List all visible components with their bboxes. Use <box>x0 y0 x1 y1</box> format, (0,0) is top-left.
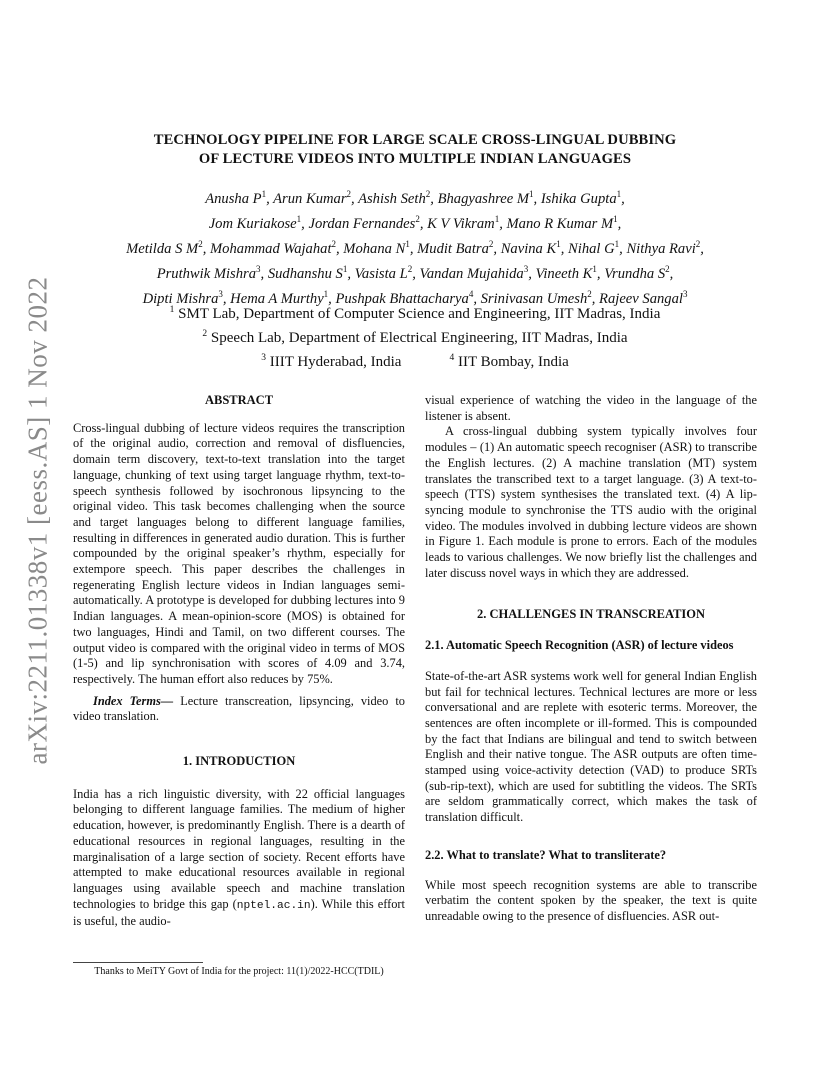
author-affiliation-number: 4 <box>468 289 474 300</box>
author-affiliation-number: 3 <box>256 264 261 275</box>
author-name: Mohammad Wajahat <box>210 240 332 257</box>
author-name: Vasista L <box>354 266 408 283</box>
affiliation-2-text: Speech Lab, Department of Electrical Engineering, IIT Madras, India <box>210 330 628 346</box>
author-name: Navina K <box>500 240 557 257</box>
author-name: K V Vikram <box>427 215 495 232</box>
author-name: Ashish Seth <box>358 190 426 207</box>
title-line-1: TECHNOLOGY PIPELINE FOR LARGE SCALE CROSS-LINGUAL DUBBING <box>153 132 677 148</box>
author-name: Vandan Mujahida <box>419 266 524 283</box>
author-name: Rajeev Sangal <box>599 291 683 308</box>
introduction-heading: 1. INTRODUCTION <box>182 754 296 769</box>
affiliation-4-text: IIT Bombay, India <box>457 354 569 370</box>
author-name: Vrundha S <box>604 266 666 283</box>
author-affiliation-number: 2 <box>488 239 494 250</box>
author-affiliation-number: 1 <box>614 239 620 250</box>
introduction-paragraph <box>73 787 405 930</box>
author-name: Pruthwik Mishra <box>156 266 257 283</box>
affiliation-3 <box>261 348 401 372</box>
author-name: Arun Kumar <box>273 190 347 207</box>
author-name: Mano R Kumar M <box>506 215 614 232</box>
author-name: Sudhanshu S <box>267 266 343 283</box>
affiliations <box>70 300 760 372</box>
abstract-heading: ABSTRACT <box>204 393 274 407</box>
author-name: Dipti Mishra <box>142 291 219 308</box>
author-name: Nithya Ravi <box>626 240 696 257</box>
author-affiliation-number: 1 <box>592 264 597 275</box>
author-name: Ishika Gupta <box>540 190 617 207</box>
author-affiliation-number: 1 <box>405 239 410 250</box>
author-affiliation-number: 2 <box>415 214 420 225</box>
subsection-2-1-text: State-of-the-art ASR systems work well for general Indian English but fail for technical lectures. Technical lectures are more or less conversational and are replete with esoteric terms. Moreover, the sentences are often incomplete or ill-formed. This is compounded by the fact that Indians are bilingual and tend to switch between English and their native tongue. The ASR outputs are often time-stamped using voice-activity detection (VAD) to produce SRTs (sub-rip-text), which are used for subtitling the videos. The SRTs are seldom grammatically correct, which makes the task of translation difficult. <box>425 668 757 825</box>
author-affiliation-number: 2 <box>425 189 431 199</box>
section-2-heading: 2. CHALLENGES IN TRANSCREATION <box>476 607 706 622</box>
author-name: Srinivasan Umesh <box>480 291 588 308</box>
author-affiliation-number: 1 <box>342 264 348 275</box>
affiliation-2-number: 2 <box>202 329 208 339</box>
author-affiliation-number: 1 <box>613 214 618 225</box>
author-affiliation-number: 1 <box>494 214 500 225</box>
subsection-2-1-heading: 2.1. Automatic Speech Recognition (ASR) of lecture videos <box>425 638 734 653</box>
author-name: Metilda S M <box>126 240 199 257</box>
index-terms-text: Lecture transcreation, lipsyncing, video to video translation. <box>73 693 405 724</box>
affiliation-1-number: 1 <box>169 305 175 315</box>
author-list <box>70 184 760 309</box>
author-affiliation-number: 2 <box>695 239 701 250</box>
author-name: Mudit Batra <box>417 240 489 257</box>
author-name: Jom Kuriakose <box>208 215 297 232</box>
subsection-2-2-heading: 2.2. What to translate? What to transliterate? <box>425 847 667 862</box>
author-affiliation-number: 3 <box>682 289 688 300</box>
author-name: Jordan Fernandes <box>308 215 416 232</box>
author-line: Dipti Mishra$^3$, Hema A Murthy$^1$, Pushpak Bhattacharya$^4$, Srinivasan Umesh$^2$, Rajeev Sangal$^3$ <box>142 289 688 308</box>
author-name: Hema A Murthy <box>230 291 324 308</box>
left-column <box>73 393 405 930</box>
author-affiliation-number: 1 <box>296 214 302 225</box>
intro-text-1: India has a rich linguistic diversity, with 22 official languages belonging to different language families. The medium of higher education, however, is predominantly English. There is a dearth of educational resources in regional languages, resulting in the marginalisation of a large section of society. Recent efforts have attempted to make educational resources available in regional languages using available speech and machine translation technologies to bridge this gap ( <box>73 786 405 911</box>
author-affiliation-number: 1 <box>323 289 329 300</box>
author-affiliation-number: 3 <box>523 264 529 275</box>
author-line: Anusha $P^1$, Arun Kumar$^2$, Ashish Seth$^2$, Bhagyashree $M^1$, Ishika Gupta$^1$, <box>205 189 625 207</box>
arxiv-id-text: arXiv:2211.01338v1 [eess.AS] 1 Nov 2022 <box>22 276 53 764</box>
author-affiliation-number: 2 <box>198 239 203 250</box>
footnote: Thanks to MeiTY Govt of India for the project: 11(1)/2022-HCC(TDIL) <box>94 966 384 977</box>
author-affiliation-number: 3 <box>218 289 223 300</box>
affiliation-1 <box>70 300 760 324</box>
title-line-2: OF LECTURE VIDEOS INTO MULTIPLE INDIAN LANGUAGES <box>198 151 632 167</box>
intro-continued: visual experience of watching the video in the language of the listener is absent. <box>425 393 757 423</box>
author-affiliation-number: 1 <box>261 189 267 199</box>
author-line: Pruthwik Mishra$^3$, Sudhanshu $S^1$, Vasista $L^2$, Vandan Mujahida$^3$, Vineeth $K^1$, Vrundha $S^2$, <box>156 264 674 283</box>
author-name: Anusha P <box>205 190 262 207</box>
index-terms-label: Index Terms— <box>93 693 174 708</box>
affiliation-2 <box>70 324 760 348</box>
nptel-link[interactable]: nptel.ac.in <box>236 899 311 912</box>
right-column <box>425 393 757 925</box>
author-name: Pushpak Bhattacharya <box>335 291 469 308</box>
affiliation-3-text: IIIT Hyderabad, India <box>269 354 402 370</box>
abstract-text: Cross-lingual dubbing of lecture videos requires the transcription of the original audio, correction and removal of disfluencies, domain term discovery, text-to-text translation into the target language, chunking of text using target language rhythm, text-to-speech synthesis followed by isochronous lipsyncing to the original video. This task becomes challenging when the source and target languages belong to different language families, resulting in differences in generated audio duration. This is further compounded by the original speaker’s rhythm, especially for extempore speech. This paper describes the challenges in regenerating English lecture videos in Indian languages semi-automatically. A prototype is developed for dubbing lectures into 9 Indian languages. A mean-opinion-score (MOS) is obtained for two languages, Hindi and Tamil, on two different courses. The output video is compared with the original video in terms of MOS (1-5) and lip synchronisation with scores of 4.09 and 3.74, respectively. The human effort also reduces by 75%. <box>73 420 405 686</box>
affiliation-4 <box>449 348 568 372</box>
affiliation-1-text: SMT Lab, Department of Computer Science and Engineering, IIT Madras, India <box>178 306 661 322</box>
author-name: Bhagyashree M <box>437 190 530 207</box>
author-affiliation-number: 1 <box>616 189 622 199</box>
author-name: Mohana N <box>343 240 406 257</box>
subsection-2-2-text: While most speech recognition systems are able to transcribe verbatim the content spoken by the speaker, the text is quite unreadable owing to the presence of disfluencies. ASR out- <box>425 877 757 923</box>
author-affiliation-number: 2 <box>331 239 336 250</box>
author-name: Vineeth K <box>535 266 593 283</box>
author-affiliation-number: 2 <box>346 189 352 199</box>
author-name: Nihal G <box>568 240 615 257</box>
affiliation-4-number: 4 <box>449 353 455 363</box>
index-terms <box>73 694 405 725</box>
intro-paragraph-2: A cross-lingual dubbing system typically involves four modules – (1) An automatic speech recogniser (ASR) to transcribe the English lectures. (2) A machine translation (MT) system translates the transcribed text to a target language. (3) A text-to-speech (TTS) system synthesises the translated text. (4) A lip-syncing module to synchronise the TTS audio with the original video. The modules involved in dubbing lecture videos are shown in Figure 1. Each module is prone to errors. Each of the modules leads to various challenges. We now briefly list the challenges and later discuss novel ways in which they are addressed. <box>425 424 757 580</box>
affiliation-3-number: 3 <box>261 353 266 363</box>
author-affiliation-number: 2 <box>587 289 592 300</box>
intro-text-2: ). While this effort is useful, the audio- <box>73 896 405 929</box>
author-line: Metilda S $M^2$, Mohammad Wajahat$^2$, Mohana $N^1$, Mudit Batra$^2$, Navina $K^1$, Nihal $G^1$, Nithya Ravi$^2$, <box>126 239 704 257</box>
footnote-rule <box>73 962 203 963</box>
paper-title <box>80 131 750 169</box>
author-affiliation-number: 2 <box>407 264 413 275</box>
author-line: Jom Kuriakose$^1$, Jordan Fernandes$^2$, K V Vikram$^1$, Mano R Kumar $M^1$, <box>208 214 622 232</box>
affiliation-3-4 <box>70 348 760 372</box>
author-affiliation-number: 2 <box>665 264 670 275</box>
arxiv-identifier <box>18 270 58 770</box>
author-affiliation-number: 1 <box>556 239 561 250</box>
author-affiliation-number: 1 <box>529 189 534 199</box>
